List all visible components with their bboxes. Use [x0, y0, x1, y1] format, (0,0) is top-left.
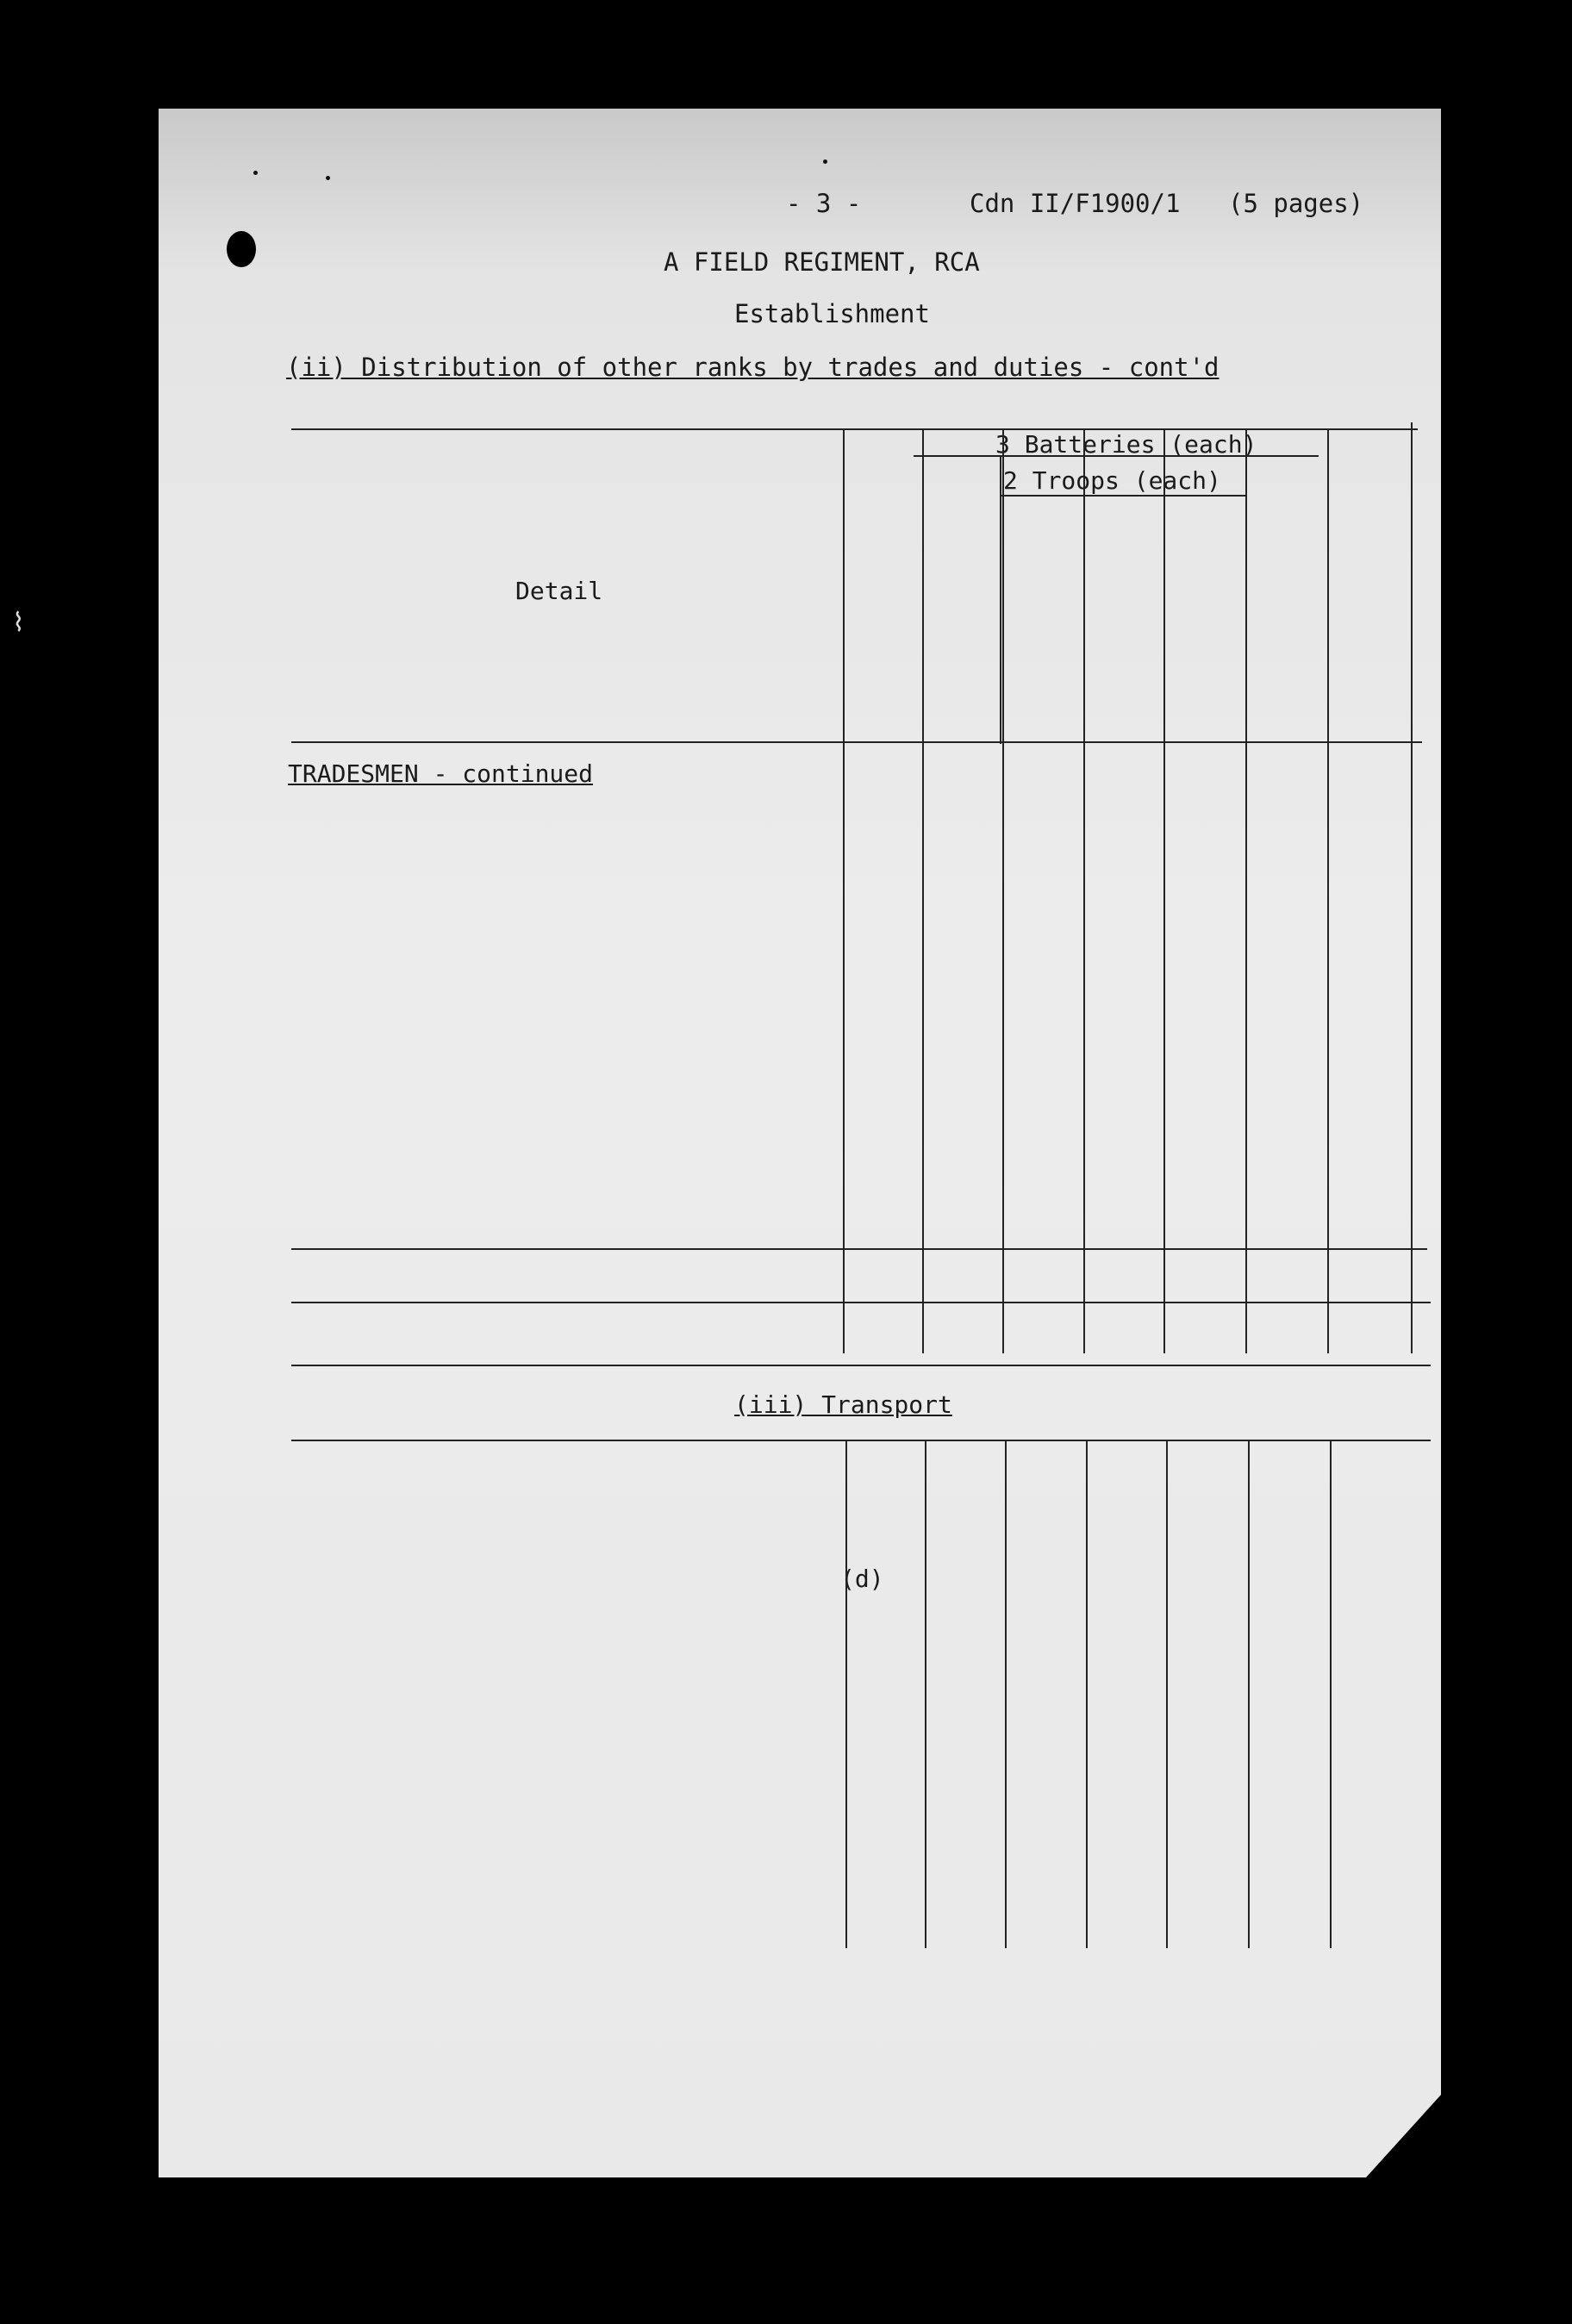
- establishment-heading: Establishment: [734, 299, 930, 328]
- column-rule: [1163, 428, 1165, 1353]
- column-rule: [1000, 455, 1001, 744]
- table-rule: [291, 741, 1422, 743]
- table-rule: [291, 1248, 1427, 1250]
- transport-title: (iii) Transport: [734, 1390, 952, 1419]
- column-rule: [845, 1440, 847, 1948]
- edge-mark: ⌇: [12, 608, 25, 638]
- speck: [823, 159, 827, 164]
- speck: [326, 176, 330, 180]
- column-rule: [843, 428, 845, 1353]
- column-rule: [1083, 428, 1085, 1353]
- column-rule: [1411, 422, 1413, 1353]
- table-rule: [1000, 495, 1245, 497]
- unit-title: A FIELD REGIMENT, RCA: [664, 247, 980, 277]
- table-rule: [914, 455, 1319, 457]
- troops-header: 2 Troops (each): [1003, 466, 1221, 495]
- column-rule: [1005, 1440, 1007, 1948]
- column-rule: [1327, 428, 1329, 1353]
- table-rule: [291, 1302, 1431, 1303]
- folded-corner: [1366, 2095, 1441, 2177]
- column-rule: [922, 428, 924, 1353]
- column-rule: [1086, 1440, 1088, 1948]
- detail-header: Detail: [515, 577, 603, 605]
- page-number: - 3 -: [786, 189, 862, 218]
- column-rule: [1330, 1440, 1332, 1948]
- table-rule: [291, 1440, 1431, 1441]
- column-rule: [925, 1440, 926, 1948]
- note-mark: (d): [840, 1565, 884, 1593]
- table-rule: [291, 1365, 1431, 1366]
- pages-note: (5 pages): [1228, 189, 1364, 218]
- column-rule: [1248, 1440, 1250, 1948]
- column-rule: [1166, 1440, 1168, 1948]
- column-rule: [1002, 428, 1004, 1353]
- batteries-header: 3 Batteries (each): [995, 430, 1257, 459]
- column-rule: [1245, 428, 1247, 1353]
- file-reference: Cdn II/F1900/1: [970, 189, 1181, 218]
- tradesmen-heading: TRADESMEN - continued: [288, 759, 594, 788]
- speck: [253, 171, 258, 175]
- punch-hole: [227, 231, 256, 267]
- section-title: (ii) Distribution of other ranks by trades and duties - cont'd: [286, 353, 1220, 382]
- table-rule: [291, 428, 1418, 430]
